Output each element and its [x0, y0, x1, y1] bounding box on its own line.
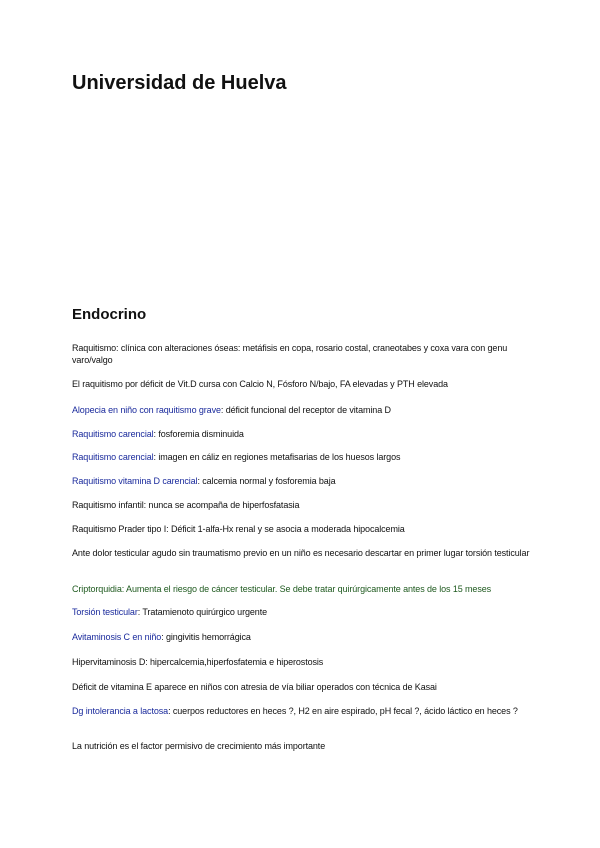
note-text: : cuerpos reductores en heces ?, H2 en aire espirado, pH fecal ?, ácido láctico en heces ? — [168, 706, 518, 716]
note-item — [72, 705, 532, 717]
note-text: : calcemia normal y fosforemia baja — [197, 476, 336, 486]
note-label: Torsión testicular — [72, 607, 138, 617]
note-text: La nutrición es el factor permisivo de crecimiento más importante — [72, 741, 326, 751]
note-item — [72, 475, 532, 487]
note-text: : Aumenta el riesgo de cáncer testicular. Se debe tratar quirúrgicamente antes de los 15 meses — [121, 584, 492, 594]
note-item — [72, 606, 532, 618]
note-item — [72, 583, 532, 595]
note-label: Dg intolerancia a lactosa — [72, 706, 169, 716]
note-text: : Tratamienoto quirúrgico urgente — [137, 607, 268, 617]
note-item — [72, 740, 532, 752]
note-text: : gingivitis hemorrágica — [161, 632, 251, 642]
note-item — [72, 451, 532, 463]
note-item — [72, 378, 532, 390]
note-label: Alopecia en niño con raquitismo grave — [72, 405, 221, 415]
note-text: Raquitismo infantil: nunca se acompaña de hiperfosfatasia — [72, 500, 300, 510]
page-title: Universidad de Huelva — [72, 72, 287, 94]
note-text: : imagen en cáliz en regiones metafisarias de los huesos largos — [153, 452, 401, 462]
note-text: El raquitismo por déficit de Vit.D cursa con Calcio N, Fósforo N/bajo, FA elevadas y PTH elevada — [72, 379, 448, 389]
note-text: Hipervitaminosis D: hipercalcemia,hiperfosfatemia e hiperostosis — [72, 657, 324, 667]
note-label: Raquitismo vitamina D carencial — [72, 476, 198, 486]
note-text: Raquitismo: clínica con alteraciones óseas: metáfisis en copa, rosario costal, craneotabes y coxa vara con genu varo/valgo — [72, 343, 508, 365]
note-item — [72, 656, 532, 668]
note-text: Ante dolor testicular agudo sin traumatismo previo en un niño es necesario descartar en primer lugar torsión testicular — [72, 548, 530, 558]
note-label: Criptorquidia — [72, 584, 122, 594]
note-label: Raquitismo carencial — [72, 452, 154, 462]
note-item — [72, 428, 532, 440]
note-text: Raquitismo Prader tipo I: Déficit 1-alfa-Hx renal y se asocia a moderada hipocalcemia — [72, 524, 405, 534]
note-text: : fosforemia disminuida — [153, 429, 244, 439]
note-item — [72, 547, 532, 559]
note-item — [72, 342, 532, 366]
note-label: Raquitismo carencial — [72, 429, 154, 439]
section-title: Endocrino — [72, 306, 147, 323]
note-item — [72, 523, 532, 535]
note-item — [72, 681, 532, 693]
note-text: : déficit funcional del receptor de vitamina D — [220, 405, 391, 415]
note-text: Déficit de vitamina E aparece en niños con atresia de vía biliar operados con técnica de Kasai — [72, 682, 437, 692]
note-label: Avitaminosis C en niño — [72, 632, 162, 642]
note-item — [72, 404, 532, 416]
note-item — [72, 499, 532, 511]
note-item — [72, 631, 532, 643]
